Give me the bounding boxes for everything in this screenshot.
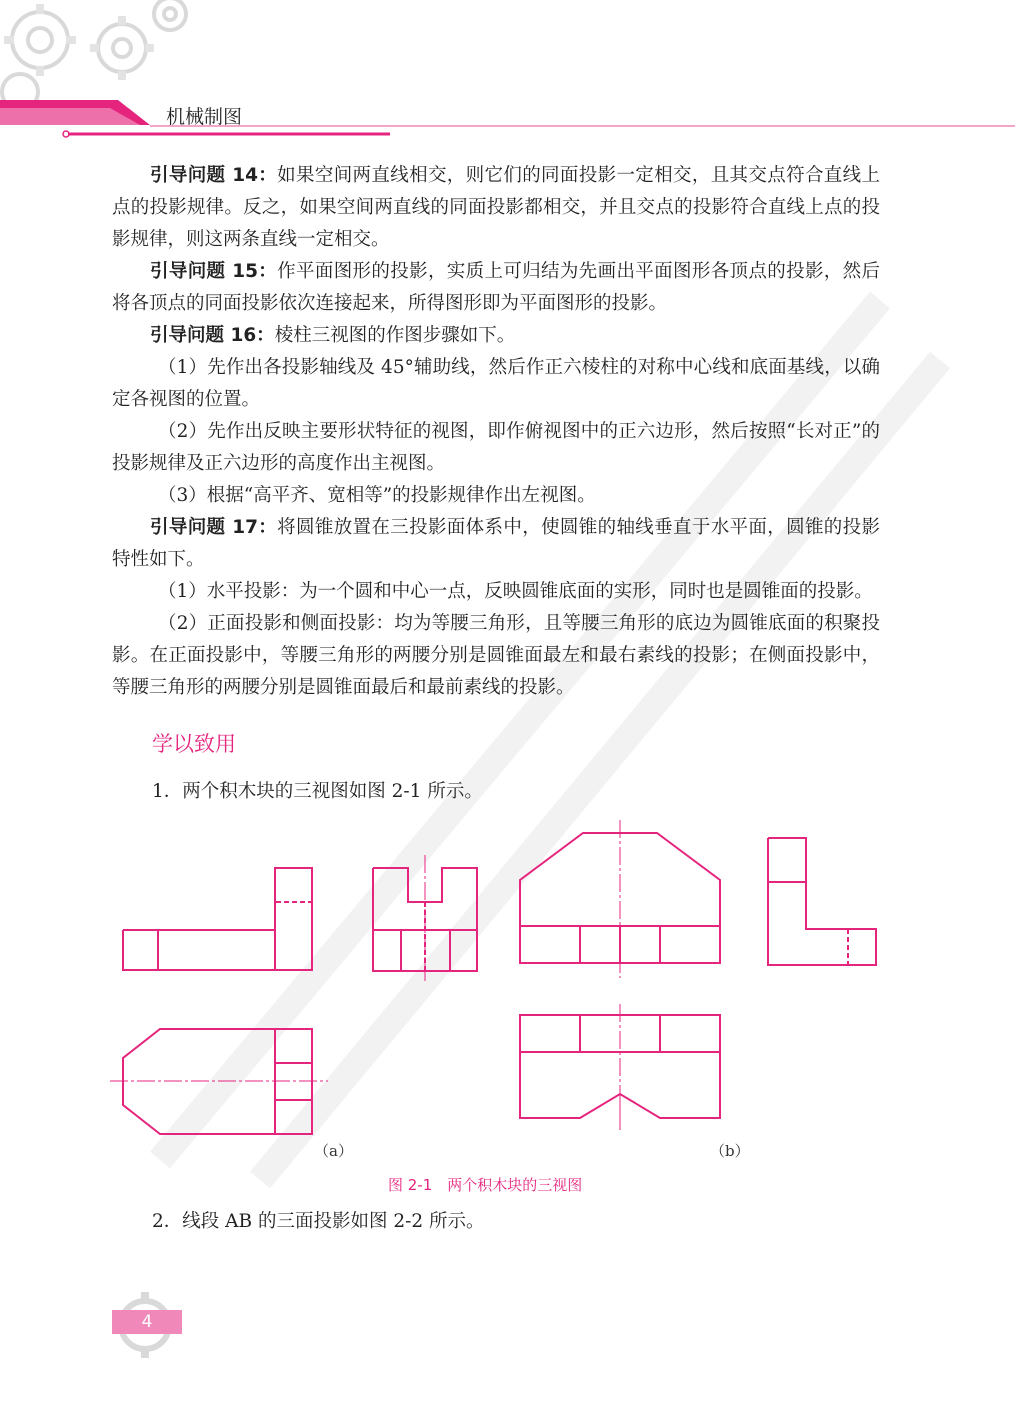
figure-sublabel-a: （a）: [314, 1142, 353, 1160]
view-a-front: [123, 868, 312, 970]
page-number-bar: [112, 1310, 182, 1334]
paragraph-step-3: （3）根据“高平齐、宽相等”的投影规律作出左视图。: [158, 485, 596, 506]
question-1: 1．两个积木块的三视图如图 2-1 所示。: [152, 781, 483, 802]
paragraph-step-2: （2）先作出反映主要形状特征的视图，即作俯视图中的正六边形，然后按照“长对正”的投影规律及正六边形的高度作出主视图。: [112, 421, 880, 474]
view-b-left: [768, 838, 876, 965]
section-title: 学以致用: [152, 732, 236, 756]
figure-sublabel-b: （b）: [710, 1142, 750, 1160]
paragraph-guide-15: 引导问题 15：作平面图形的投影，实质上可归结为先画出平面图形各顶点的投影，然后将各顶点的同面投影依次连接起来，所得图形即为平面图形的投影。: [112, 261, 880, 314]
paragraph-cone-2: （2）正面投影和侧面投影：均为等腰三角形，且等腰三角形的底边为圆锥底面的积聚投影。在正面投影中，等腰三角形的两腰分别是圆锥面最左和最右素线的投影；在侧面投影中，等腰三角形的两腰分别是圆锥面最后和最前素线的投影。: [112, 613, 880, 698]
paragraph-guide-14: 引导问题 14：如果空间两直线相交，则它们的同面投影一定相交，且其交点符合直线上点的投影规律。反之，如果空间两直线的同面投影都相交，并且交点的投影符合直线上点的投影规律，则这两条直线一定相交。: [112, 165, 880, 250]
question-2: 2．线段 AB 的三面投影如图 2-2 所示。: [152, 1211, 485, 1232]
header-book-title: 机械制图: [166, 106, 243, 128]
paragraph-cone-1: （1）水平投影：为一个圆和中心一点，反映圆锥底面的实形，同时也是圆锥面的投影。: [158, 581, 873, 602]
page-number: 4: [141, 1312, 153, 1332]
paragraph-guide-16: 引导问题 16：棱柱三视图的作图步骤如下。: [150, 325, 516, 346]
paragraph-guide-17: 引导问题 17：将圆锥放置在三投影面体系中，使圆锥的轴线垂直于水平面，圆锥的投影特性如下。: [112, 517, 880, 570]
paragraph-step-1: （1）先作出各投影轴线及 45°辅助线，然后作正六棱柱的对称中心线和底面基线，以确定各视图的位置。: [112, 357, 880, 410]
figure-caption: 图 2-1 两个积木块的三视图: [388, 1176, 583, 1194]
